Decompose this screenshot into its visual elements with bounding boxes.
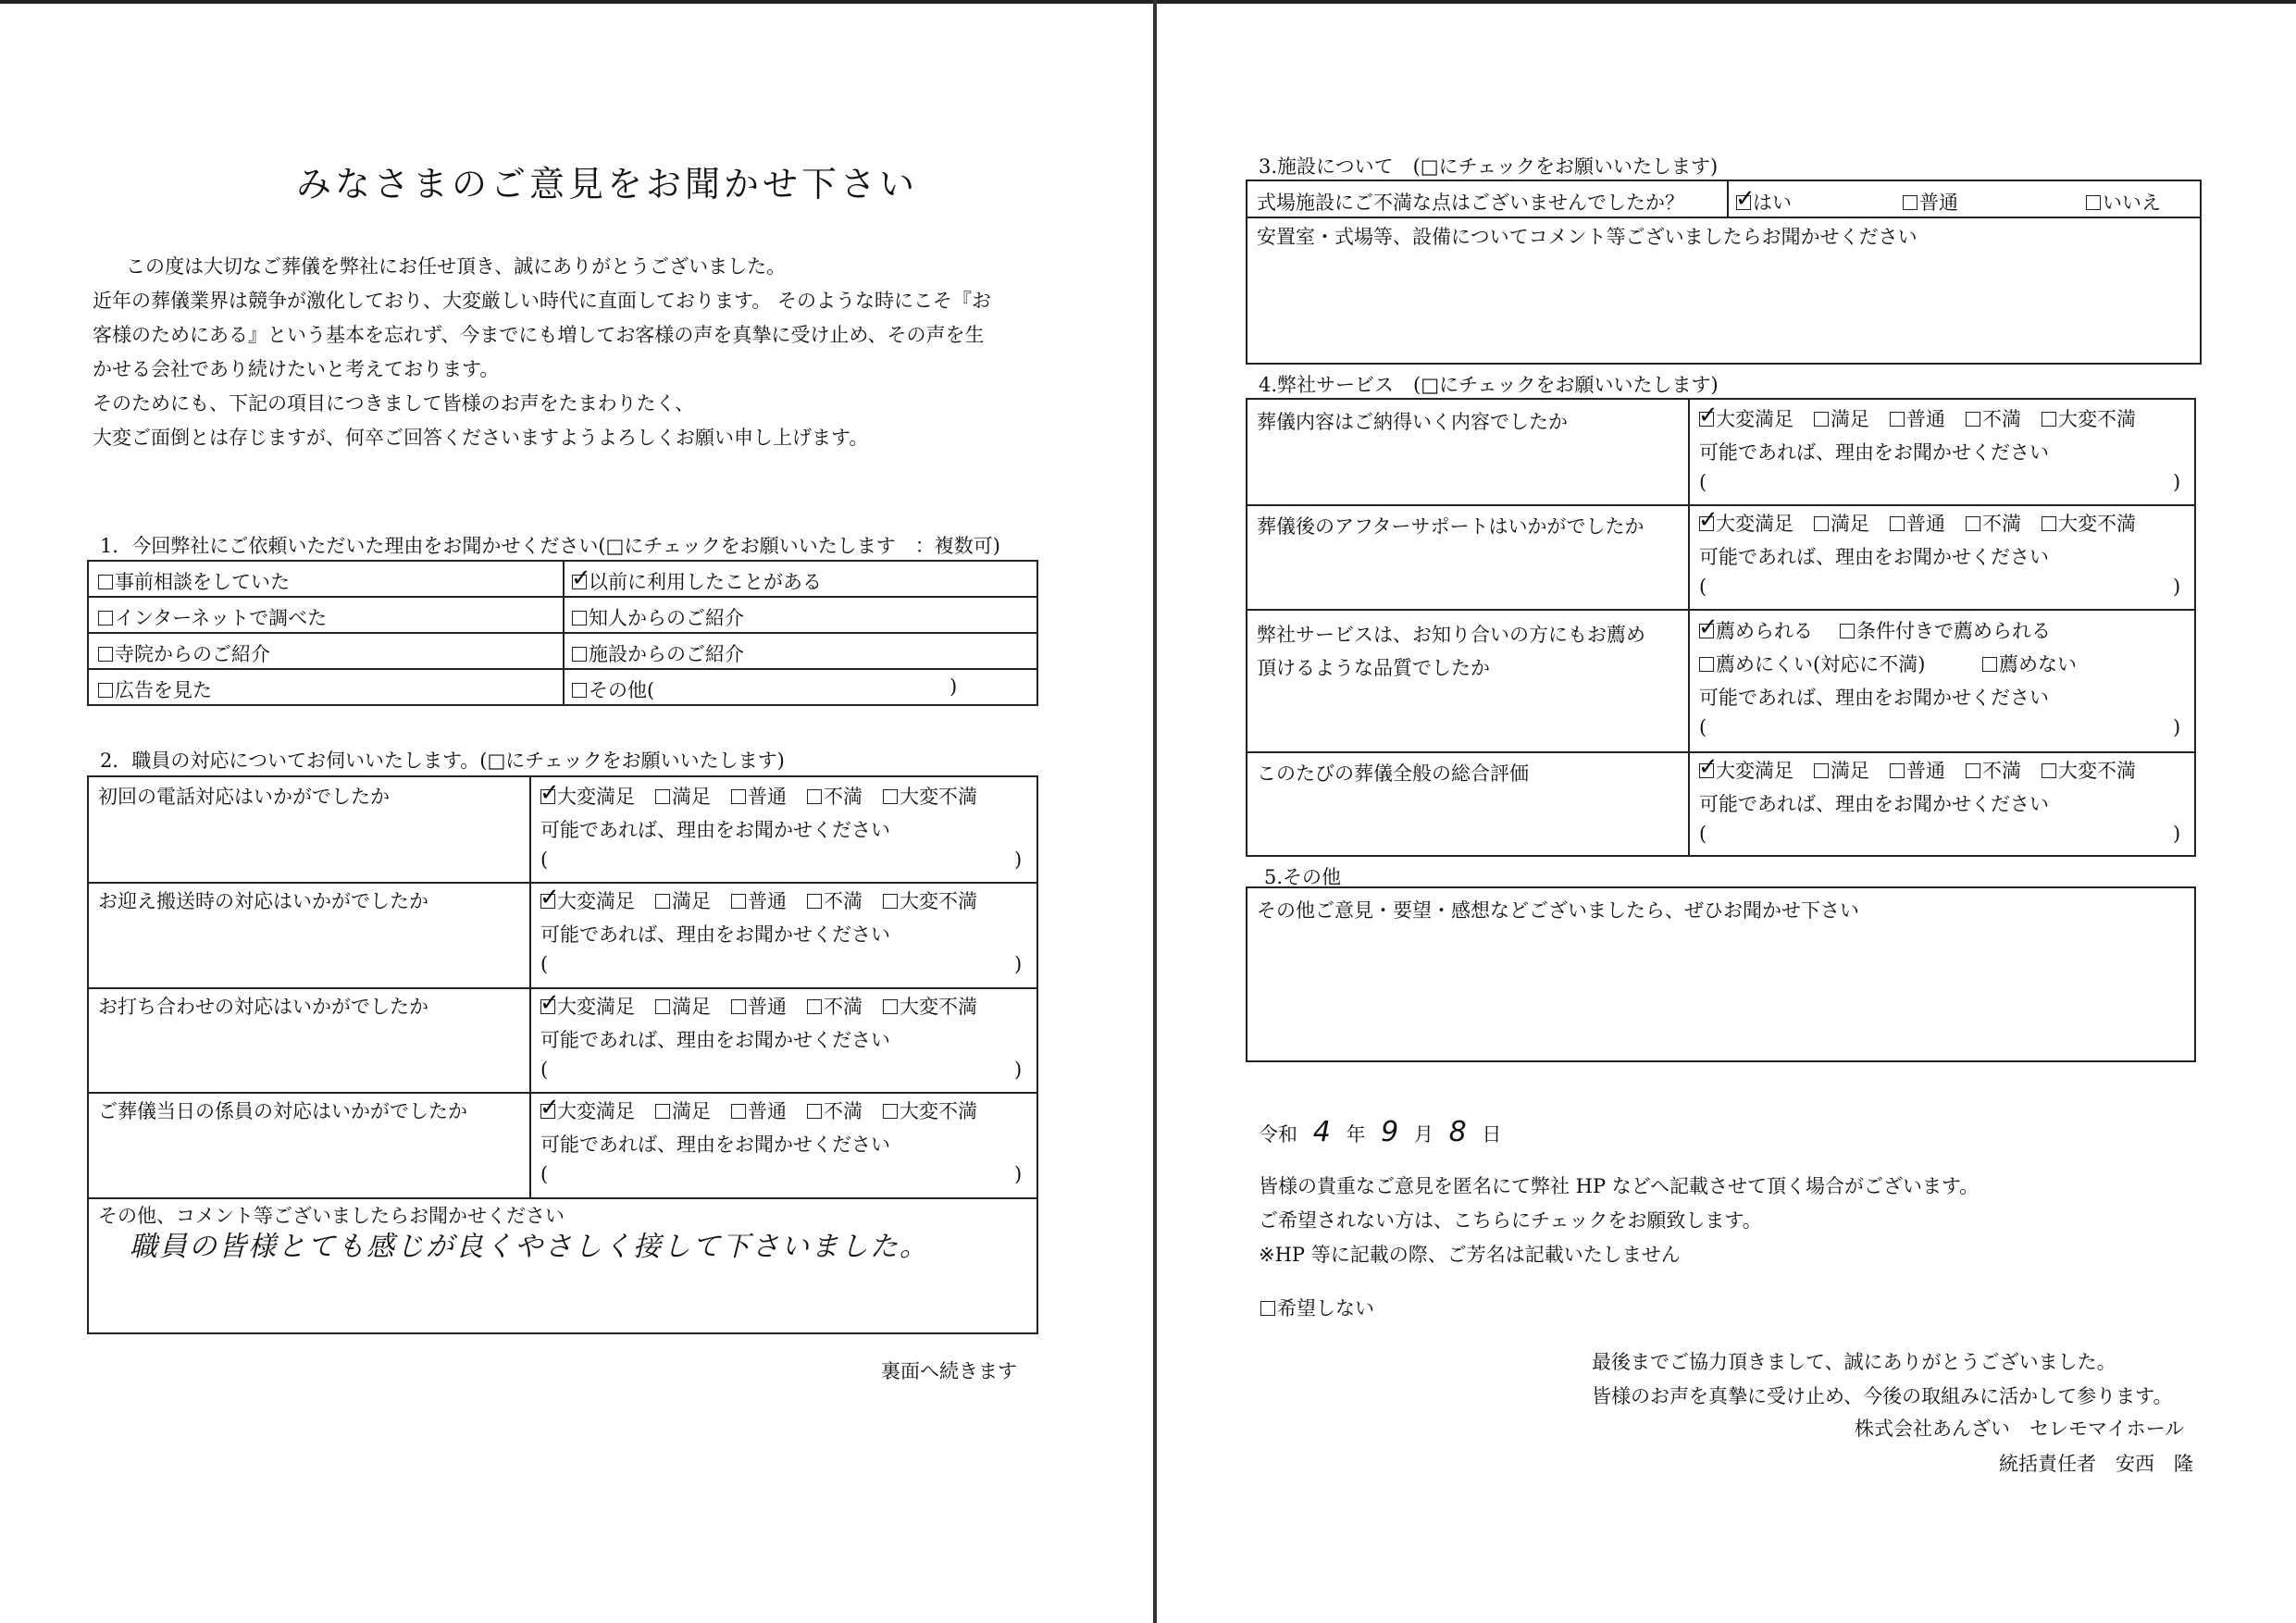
checkbox-icon[interactable] bbox=[1814, 412, 1829, 427]
checkbox-icon[interactable] bbox=[572, 683, 587, 698]
manager-name: 統括責任者 安西 隆 bbox=[1999, 1453, 2193, 1475]
reason-prompt: 可能であれば、理由をお聞かせください bbox=[1699, 793, 2049, 815]
section-4-heading: 4.弊社サービス (□にチェックをお願いいたします) bbox=[1259, 374, 1719, 396]
question-label: お迎え搬送時の対応はいかがでしたか bbox=[98, 890, 428, 912]
rating-options[interactable]: ✓ 大変満足 満足 普通 不満 大変不満 bbox=[1699, 404, 2156, 432]
date-line bbox=[1259, 1116, 1501, 1148]
reason-prompt: 可能であれば、理由をお聞かせください bbox=[540, 1134, 890, 1156]
reason-prompt: 可能であれば、理由をお聞かせください bbox=[540, 819, 890, 841]
checkbox-icon[interactable] bbox=[731, 999, 746, 1014]
reason-prompt: 可能であれば、理由をお聞かせください bbox=[540, 923, 890, 946]
checkbox-icon[interactable] bbox=[807, 999, 822, 1014]
intro-line: 近年の葬儀業界は競争が激化しており、大変厳しい時代に直面しております。 そのような時にこそ『お bbox=[93, 290, 991, 312]
checkbox-icon[interactable] bbox=[807, 1104, 822, 1119]
checkbox-icon[interactable] bbox=[883, 1104, 898, 1119]
date-month[interactable]: 9 bbox=[1381, 1116, 1399, 1148]
reason-close-paren: ) bbox=[1014, 849, 1023, 871]
section-2-table bbox=[87, 775, 1038, 1334]
section-4-table bbox=[1246, 398, 2196, 857]
question-label: ご葬儀当日の係員の対応はいかがでしたか bbox=[98, 1100, 467, 1122]
reason-option[interactable]: 広告を見た bbox=[98, 675, 212, 703]
checkbox-icon[interactable] bbox=[1890, 763, 1905, 778]
checkbox-icon[interactable] bbox=[655, 999, 670, 1014]
checkbox-icon[interactable] bbox=[2042, 516, 2056, 531]
reason-option[interactable]: インターネットで調べた bbox=[98, 603, 327, 631]
reason-open-paren: ( bbox=[1699, 716, 1707, 738]
checkbox-icon[interactable] bbox=[655, 894, 670, 909]
recommend-question-line1: 弊社サービスは、お知り合いの方にもお薦め bbox=[1257, 624, 1645, 646]
intro-line: そのためにも、下記の項目につきまして皆様のお声をたまわりたく、 bbox=[93, 392, 695, 415]
reason-option[interactable]: 事前相談をしていた bbox=[98, 567, 290, 595]
question-label: 葬儀内容はご納得いく内容でしたか bbox=[1257, 411, 1568, 433]
checkbox-icon[interactable] bbox=[883, 894, 898, 909]
checkbox-icon[interactable] bbox=[572, 647, 587, 662]
section-5-heading: 5.その他 bbox=[1264, 866, 1342, 888]
continue-label: 裏面へ続きます bbox=[881, 1360, 1017, 1382]
other-comment-label: その他ご意見・要望・感想などございましたら、ぜひお聞かせ下さい bbox=[1257, 899, 1859, 922]
recommend-option[interactable]: 条件付きで薦められる bbox=[1840, 616, 2051, 644]
section-1-table bbox=[87, 560, 1038, 706]
checkbox-icon[interactable] bbox=[98, 575, 113, 589]
question-label: お打ち合わせの対応はいかがでしたか bbox=[98, 996, 428, 1018]
handwritten-comment[interactable]: 職員の皆様とても感じが良くやさしく接して下さいました。 bbox=[130, 1231, 929, 1263]
checkbox-icon[interactable] bbox=[1260, 1301, 1275, 1316]
checkbox-icon[interactable] bbox=[655, 789, 670, 804]
intro-line: 客様のためにある』という基本を忘れず、今までにも増してお客様の声を真摯に受け止め、その声を生 bbox=[93, 324, 985, 346]
checkbox-icon[interactable] bbox=[1890, 412, 1905, 427]
reason-open-paren: ( bbox=[1699, 823, 1707, 845]
closing-line: 皆様のお声を真摯に受け止め、今後の取組みに活かして参ります。 bbox=[1592, 1385, 2173, 1407]
recommend-question-line2: 頂けるような品質でしたか bbox=[1257, 657, 1490, 679]
notice-line: ※HP 等に記載の際、ご芳名は記載いたしません bbox=[1259, 1244, 1681, 1266]
checkbox-checked-icon[interactable] bbox=[1699, 412, 1714, 427]
reason-close-paren: ) bbox=[2173, 716, 2181, 738]
section-1-heading: 1．今回弊社にご依頼いただいた理由をお聞かせください(□にチェックをお願いいたします ：複数可) bbox=[100, 535, 1000, 557]
question-label: このたびの葬儀全般の総合評価 bbox=[1257, 762, 1529, 785]
reason-open-paren: ( bbox=[540, 1059, 549, 1081]
date-year-unit: 年 bbox=[1346, 1123, 1366, 1146]
rating-options[interactable]: ✓ 大変満足 満足 普通 不満 大変不満 bbox=[1699, 509, 2156, 537]
checkbox-checked-icon[interactable] bbox=[540, 999, 555, 1014]
checkbox-icon[interactable] bbox=[883, 999, 898, 1014]
checkbox-icon[interactable] bbox=[1966, 412, 1980, 427]
rating-options[interactable]: ✓ 大変満足 満足 普通 不満 大変不満 bbox=[1699, 756, 2156, 784]
checkbox-icon[interactable] bbox=[2042, 412, 2056, 427]
facility-option-no[interactable]: いいえ bbox=[2086, 188, 2161, 216]
checkbox-icon[interactable] bbox=[1890, 516, 1905, 531]
page-fold-line bbox=[1153, 0, 1157, 1623]
page-edge bbox=[0, 0, 2296, 4]
reason-option[interactable]: その他( bbox=[572, 675, 654, 703]
checkbox-icon[interactable] bbox=[731, 1104, 746, 1119]
reason-close-paren: ) bbox=[2173, 471, 2181, 493]
reason-option[interactable]: 施設からのご紹介 bbox=[572, 639, 744, 667]
checkbox-checked-icon[interactable] bbox=[540, 1104, 555, 1119]
date-month-unit: 月 bbox=[1413, 1123, 1433, 1146]
reason-prompt: 可能であれば、理由をお聞かせください bbox=[1699, 687, 2049, 709]
checkbox-icon[interactable] bbox=[1966, 763, 1980, 778]
checkbox-icon[interactable] bbox=[572, 611, 587, 626]
checkbox-icon[interactable] bbox=[98, 683, 113, 698]
reason-option[interactable]: ✓ 以前に利用したことがある bbox=[572, 567, 822, 595]
recommend-option[interactable]: 薦めにくい(対応に不満) bbox=[1699, 650, 1925, 677]
checkbox-icon[interactable] bbox=[731, 789, 746, 804]
reason-open-paren: ( bbox=[540, 849, 549, 871]
question-label: 初回の電話対応はいかがでしたか bbox=[98, 786, 390, 808]
comment-label: その他、コメント等ございましたらお聞かせください bbox=[98, 1205, 565, 1227]
intro-line: この度は大切なご葬儀を弊社にお任せ頂き、誠にありがとうございました。 bbox=[126, 255, 787, 278]
privacy-notice bbox=[1259, 1170, 1979, 1272]
notice-line: 皆様の貴重なご意見を匿名にて弊社 HP などへ記載させて頂く場合がございます。 bbox=[1259, 1175, 1980, 1197]
checkbox-icon[interactable] bbox=[2086, 195, 2101, 210]
date-year[interactable]: 4 bbox=[1312, 1116, 1331, 1148]
facility-comment-label: 安置室・式場等、設備についてコメント等ございましたらお聞かせください bbox=[1257, 226, 1917, 248]
checkbox-checked-icon[interactable] bbox=[1736, 195, 1751, 210]
reason-option[interactable]: 知人からのご紹介 bbox=[572, 603, 744, 631]
reason-prompt: 可能であれば、理由をお聞かせください bbox=[1699, 441, 2049, 464]
intro-text bbox=[93, 250, 1055, 455]
rating-options[interactable]: ✓ 大変満足 満足 普通 不満 大変不満 bbox=[540, 886, 998, 914]
section-3-heading: 3.施設について (□にチェックをお願いいたします) bbox=[1259, 155, 1719, 178]
date-day[interactable]: 8 bbox=[1448, 1116, 1467, 1148]
question-label: 葬儀後のアフターサポートはいかがでしたか bbox=[1257, 515, 1644, 538]
section-2-heading: 2．職員の対応についてお伺いいたします。(□にチェックをお願いいたします) bbox=[100, 750, 785, 772]
reason-close-paren: ) bbox=[1014, 1059, 1023, 1081]
rating-options[interactable]: ✓ 大変満足 満足 普通 不満 大変不満 bbox=[540, 1096, 998, 1124]
checkbox-icon[interactable] bbox=[1903, 195, 1917, 210]
closing-message bbox=[1592, 1345, 2172, 1414]
checkbox-icon[interactable] bbox=[1814, 763, 1829, 778]
checkbox-icon[interactable] bbox=[2042, 763, 2056, 778]
notice-line: ご希望されない方は、こちらにチェックをお願致します。 bbox=[1259, 1209, 1762, 1232]
reason-option[interactable]: 寺院からのご紹介 bbox=[98, 639, 270, 667]
checkbox-icon[interactable] bbox=[655, 1104, 670, 1119]
checkbox-checked-icon[interactable] bbox=[1699, 516, 1714, 531]
facility-question: 式場施設にご不満な点はございませんでしたか？ bbox=[1257, 192, 1684, 214]
reason-close-paren: ) bbox=[2173, 823, 2181, 845]
facility-option-yes[interactable]: ✓ はい bbox=[1736, 188, 1792, 216]
checkbox-checked-icon[interactable] bbox=[1699, 624, 1714, 638]
checkbox-icon[interactable] bbox=[1966, 516, 1980, 531]
recommend-option[interactable]: ✓薦められる bbox=[1699, 616, 1813, 644]
reason-open-paren: ( bbox=[540, 953, 549, 975]
section-3-table bbox=[1246, 180, 2202, 365]
reason-close-paren: ) bbox=[1014, 1163, 1023, 1185]
reason-close-paren: ) bbox=[1014, 953, 1023, 975]
facility-option-normal[interactable]: 普通 bbox=[1903, 188, 1958, 216]
intro-line: 大変ご面倒とは存じますが、何卒ご回答くださいますようよろしくお願い申し上げます。 bbox=[93, 427, 869, 449]
opt-out-option[interactable]: 希望しない bbox=[1260, 1294, 1374, 1321]
date-era: 令和 bbox=[1259, 1123, 1297, 1146]
checkbox-checked-icon[interactable] bbox=[540, 894, 555, 909]
checkbox-icon[interactable] bbox=[807, 789, 822, 804]
checkbox-icon[interactable] bbox=[1982, 657, 1997, 672]
checkbox-icon[interactable] bbox=[98, 611, 113, 626]
section-5-table bbox=[1246, 886, 2196, 1062]
reason-open-paren: ( bbox=[540, 1163, 549, 1185]
company-name: 株式会社あんざい セレモマイホール bbox=[1855, 1418, 2185, 1440]
checkbox-icon[interactable] bbox=[1840, 624, 1855, 638]
checkbox-icon[interactable] bbox=[807, 894, 822, 909]
reason-open-paren: ( bbox=[1699, 576, 1707, 598]
rating-options[interactable]: ✓ 大変満足 満足 普通 不満 大変不満 bbox=[540, 782, 998, 810]
other-close-paren: ) bbox=[949, 675, 958, 698]
date-day-unit: 日 bbox=[1482, 1123, 1502, 1146]
checkbox-icon[interactable] bbox=[731, 894, 746, 909]
reason-prompt: 可能であれば、理由をお聞かせください bbox=[1699, 546, 2049, 568]
checkbox-checked-icon[interactable] bbox=[572, 575, 587, 589]
recommend-option[interactable]: 薦めない bbox=[1982, 650, 2077, 677]
checkbox-icon[interactable] bbox=[98, 647, 113, 662]
checkbox-icon[interactable] bbox=[883, 789, 898, 804]
checkbox-icon[interactable] bbox=[1699, 657, 1714, 672]
checkbox-checked-icon[interactable] bbox=[540, 789, 555, 804]
checkbox-checked-icon[interactable] bbox=[1699, 763, 1714, 778]
reason-open-paren: ( bbox=[1699, 471, 1707, 493]
checkbox-icon[interactable] bbox=[1814, 516, 1829, 531]
intro-line: かせる会社であり続けたいと考えております。 bbox=[93, 358, 500, 380]
closing-line: 最後までご協力頂きまして、誠にありがとうございました。 bbox=[1592, 1351, 2116, 1373]
rating-options[interactable]: ✓ 大変満足 満足 普通 不満 大変不満 bbox=[540, 992, 998, 1020]
reason-close-paren: ) bbox=[2173, 576, 2181, 598]
page-title: みなさまのご意見をお聞かせ下さい bbox=[296, 164, 919, 204]
reason-prompt: 可能であれば、理由をお聞かせください bbox=[540, 1029, 890, 1051]
